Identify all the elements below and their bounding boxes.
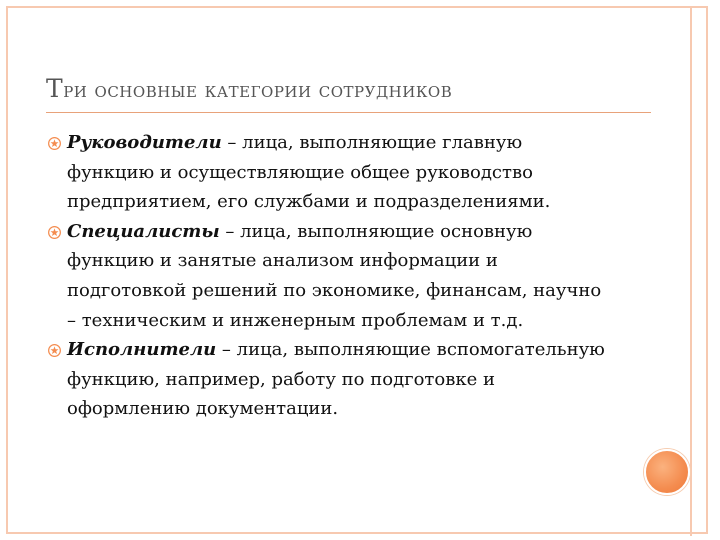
category-term: Руководители [67,132,222,153]
decorative-orb [644,449,690,495]
list-item [48,335,608,424]
category-description: – лица, выполняющие основную функцию и занятые анализом информации и подготовкой решений по экономике, финансам, научно – техническим и инженерным проблемам и т.д. [67,220,602,331]
slide-title: Три основные категории сотрудников [46,74,453,103]
category-description: – лица, выполняющие вспомогательную функцию, например, работу по подготовке и оформлению документации. [67,339,605,420]
category-list [48,128,608,424]
category-term: Исполнители [67,339,217,361]
star-in-circle-icon [48,137,61,150]
category-description: – лица, выполняющие главную функцию и осуществляющие общее руководство предприятием, его службами и подразделениями. [67,132,551,213]
star-in-circle-icon [48,226,61,239]
list-item [48,128,608,217]
star-in-circle-icon [48,344,61,357]
side-rule [690,8,692,536]
list-item [48,217,608,335]
title-underline [46,112,651,113]
category-term: Специалисты [67,220,220,242]
